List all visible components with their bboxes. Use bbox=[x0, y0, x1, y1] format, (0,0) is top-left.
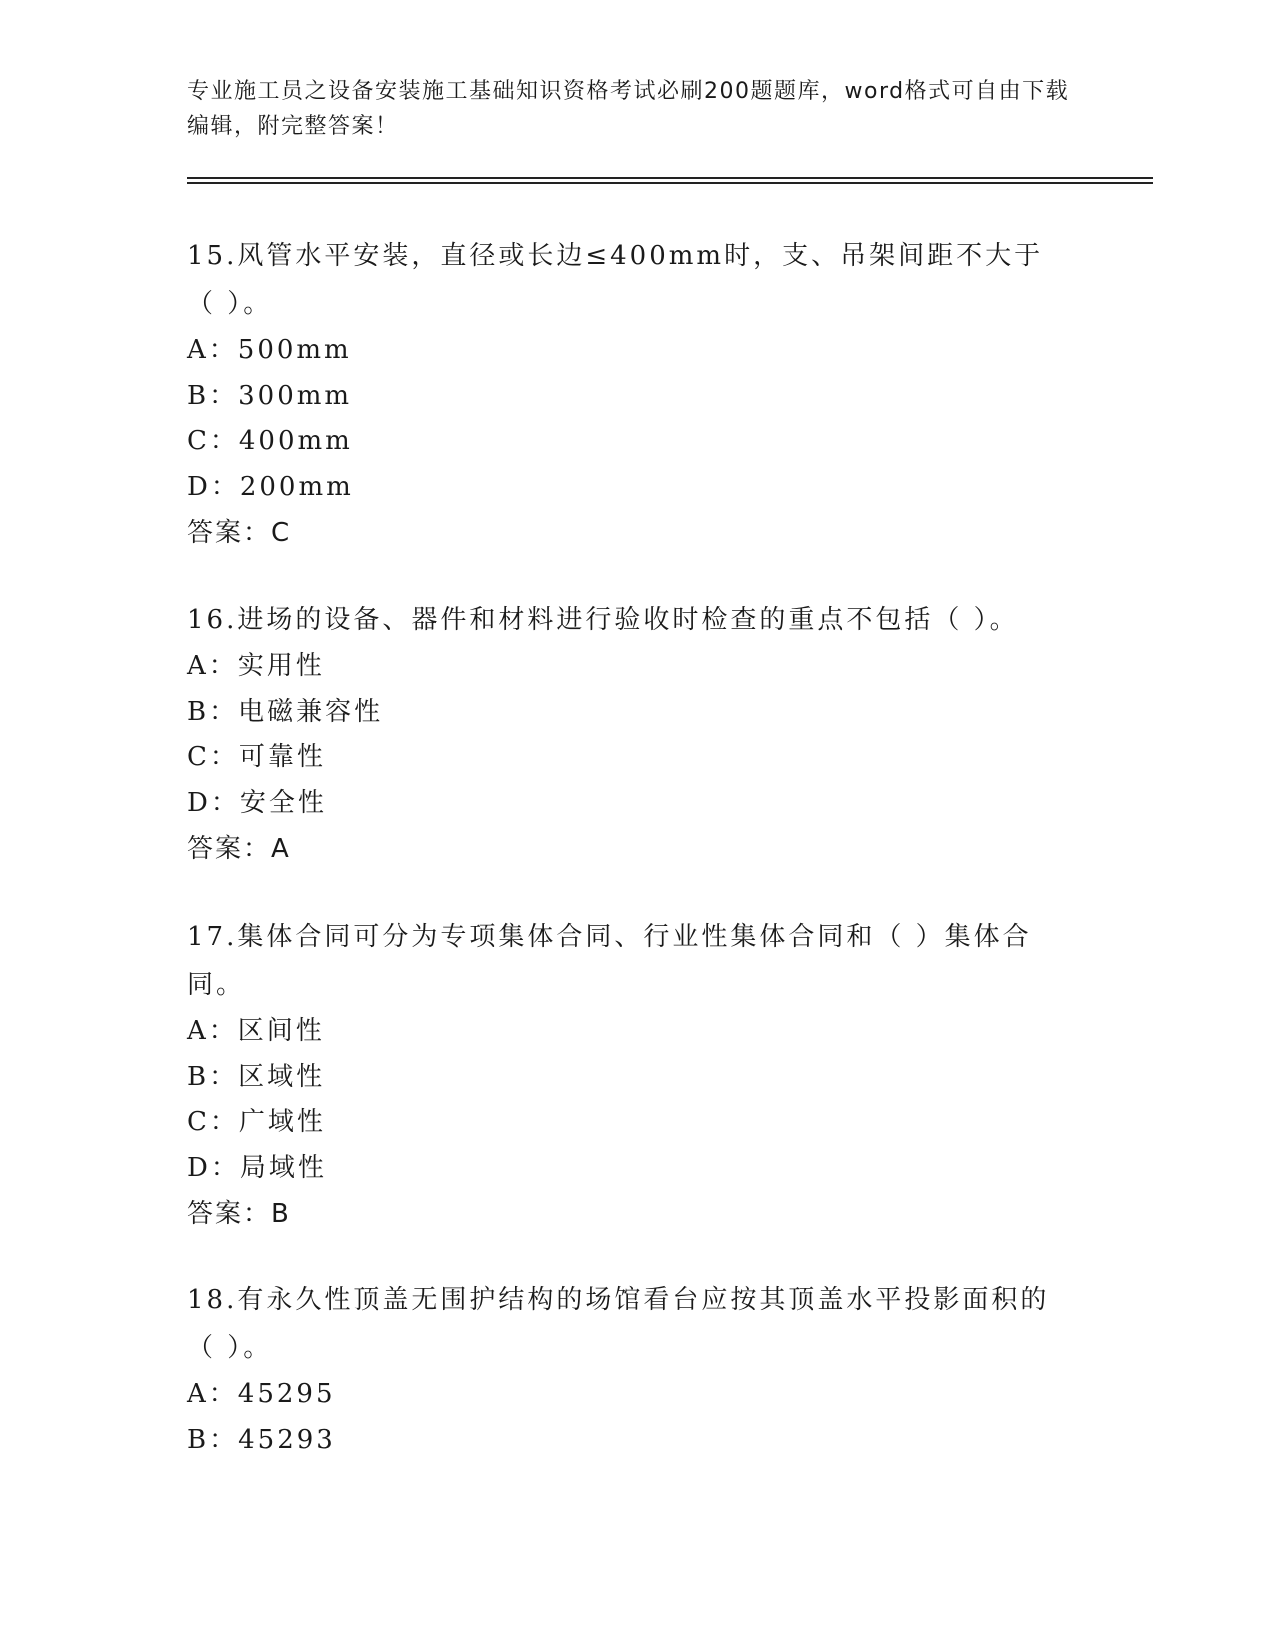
question-stem: 18.有永久性顶盖无围护结构的场馆看台应按其顶盖水平投影面积的（ ）。 bbox=[187, 1285, 1050, 1363]
question-18 bbox=[187, 1276, 1067, 1463]
option-b: B：电磁兼容性 bbox=[187, 696, 384, 727]
question-15 bbox=[187, 232, 1067, 556]
header-divider-bottom bbox=[187, 182, 1153, 184]
option-d: D：安全性 bbox=[187, 787, 327, 818]
question-stem: 17.集体合同可分为专项集体合同、行业性集体合同和（ ）集体合同。 bbox=[187, 922, 1032, 1000]
option-a: A：45295 bbox=[187, 1379, 336, 1409]
option-b: B：45293 bbox=[187, 1424, 336, 1455]
option-c: C：400mm bbox=[187, 426, 353, 456]
option-b: B：区域性 bbox=[187, 1061, 326, 1092]
answer: 答案：C bbox=[187, 518, 292, 548]
answer: 答案：B bbox=[187, 1199, 291, 1229]
question-stem: 15.风管水平安装，直径或长边≤400mm时，支、吊架间距不大于（ ）。 bbox=[187, 241, 1044, 319]
question-17 bbox=[187, 913, 1067, 1237]
document-header: 专业施工员之设备安装施工基础知识资格考试必刷200题题库，word格式可自由下载编辑，附完整答案！ bbox=[187, 79, 1070, 139]
header-divider-top bbox=[187, 177, 1153, 179]
answer: 答案：A bbox=[187, 834, 291, 864]
question-16 bbox=[187, 596, 1067, 872]
option-a: A：500mm bbox=[187, 335, 352, 365]
option-a: A：实用性 bbox=[187, 651, 325, 681]
option-c: C：广域性 bbox=[187, 1107, 326, 1137]
question-stem: 16.进场的设备、器件和材料进行验收时检查的重点不包括（ ）。 bbox=[187, 605, 1019, 635]
option-a: A：区间性 bbox=[187, 1016, 325, 1046]
option-d: D：200mm bbox=[187, 471, 354, 502]
option-b: B：300mm bbox=[187, 380, 353, 411]
option-d: D：局域性 bbox=[187, 1152, 327, 1183]
option-c: C：可靠性 bbox=[187, 742, 326, 772]
